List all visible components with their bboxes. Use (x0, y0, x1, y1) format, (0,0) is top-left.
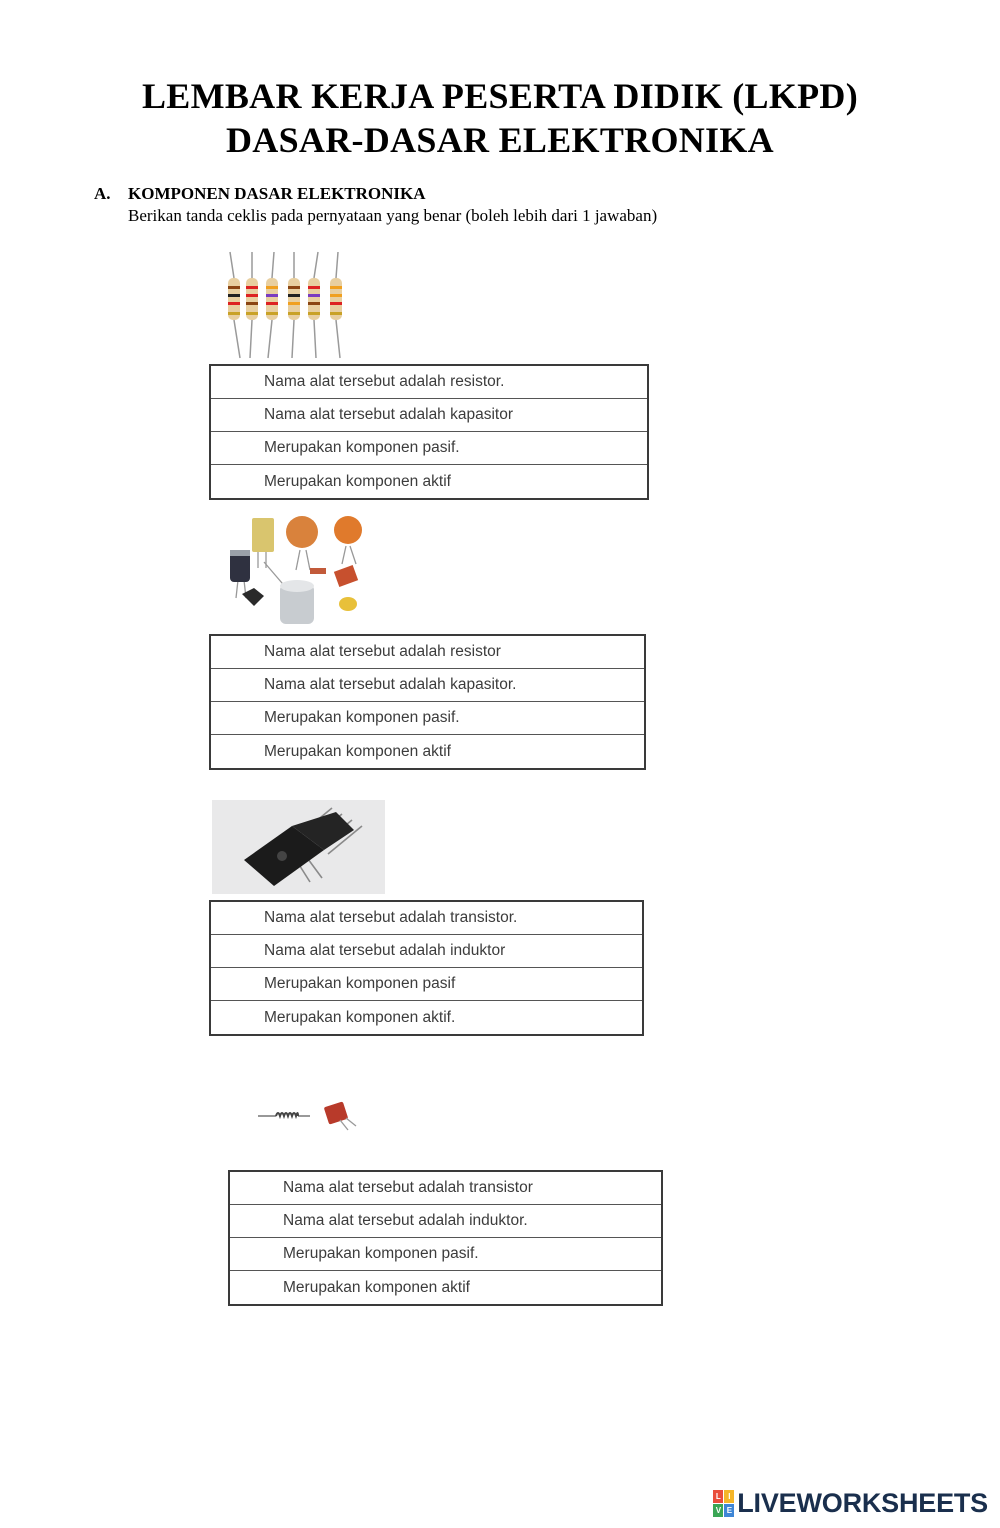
option-list-1 (209, 364, 649, 500)
capacitors-image (222, 512, 367, 628)
option-list-4 (228, 1170, 663, 1306)
option-item[interactable]: Nama alat tersebut adalah transistor. (211, 902, 642, 935)
section-heading (94, 184, 426, 204)
option-list-2 (209, 634, 646, 770)
logo-text: LIVEWORKSHEETS (737, 1488, 988, 1518)
option-item[interactable]: Nama alat tersebut adalah resistor. (211, 366, 647, 399)
option-item[interactable]: Merupakan komponen aktif (264, 742, 451, 760)
liveworksheets-logo (713, 1488, 988, 1519)
option-item[interactable]: Merupakan komponen aktif. (264, 1008, 456, 1026)
option-item[interactable]: Nama alat tersebut adalah induktor (211, 935, 642, 968)
option-list-3 (209, 900, 644, 1036)
option-item[interactable]: Nama alat tersebut adalah kapasitor. (211, 669, 644, 702)
option-item[interactable]: Merupakan komponen pasif (211, 968, 642, 1001)
option-item[interactable]: Merupakan komponen aktif (264, 472, 451, 490)
bridge-rectifier-image (212, 800, 385, 894)
section-number: A. (94, 184, 111, 203)
inductor-image (252, 1096, 372, 1140)
option-item[interactable]: Nama alat tersebut adalah resistor (211, 636, 644, 669)
option-item[interactable]: Merupakan komponen aktif (283, 1278, 470, 1296)
option-item[interactable]: Merupakan komponen pasif. (211, 432, 647, 465)
option-item[interactable]: Nama alat tersebut adalah transistor (230, 1172, 661, 1205)
resistors-image (222, 250, 352, 360)
option-item[interactable]: Merupakan komponen pasif. (211, 702, 644, 735)
page-title-line-1: LEMBAR KERJA PESERTA DIDIK (LKPD) (141, 76, 859, 116)
logo-mark-icon: L I V E (713, 1490, 734, 1517)
instruction-text: Berikan tanda ceklis pada pernyataan yang benar (boleh lebih dari 1 jawaban) (128, 206, 658, 225)
page-title-line-2: DASAR-DASAR ELEKTRONIKA (226, 120, 774, 160)
option-item[interactable]: Nama alat tersebut adalah induktor. (230, 1205, 661, 1238)
option-item[interactable]: Merupakan komponen pasif. (230, 1238, 661, 1271)
option-item[interactable]: Nama alat tersebut adalah kapasitor (211, 399, 647, 432)
section-title: KOMPONEN DASAR ELEKTRONIKA (128, 184, 426, 203)
